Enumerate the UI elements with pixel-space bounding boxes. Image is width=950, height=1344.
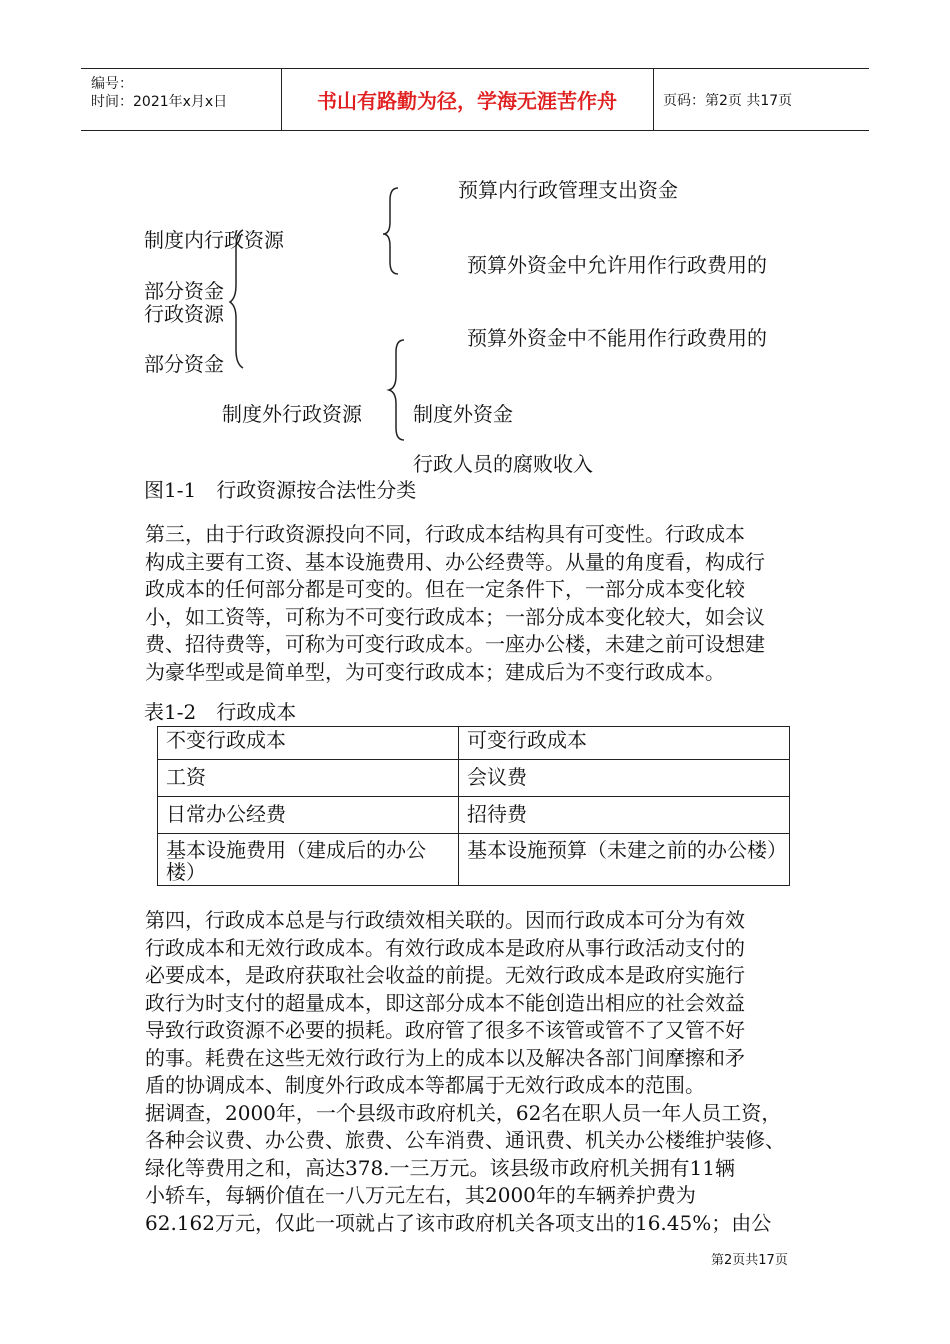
paragraph-variability — [145, 521, 815, 686]
paragraph-line: 62.162万元，仅此一项就占了该市政府机关各项支出的16.45%；由公 — [145, 1210, 772, 1235]
paragraph-line: 费、招待费等，可称为可变行政成本。一座办公楼，未建之前可设想建 — [145, 632, 765, 656]
table-header-cell: 不变行政成本 — [158, 727, 459, 760]
table-row — [158, 834, 790, 886]
paragraph-line: 政成本的任何部分都是可变的。但在一定条件下，一部分成本变化较 — [145, 577, 745, 601]
budget-in-item: 预算内行政管理支出资金 — [458, 178, 678, 202]
paragraph-line: 必要成本，是政府获取社会收益的前提。无效行政成本是政府实施行 — [145, 963, 745, 987]
paragraph-line: 小轿车，每辆价值在一八万元左右，其2000年的车辆养护费为 — [145, 1183, 696, 1207]
document-number-label: 编号： — [91, 76, 133, 92]
paragraph-line: 小，如工资等，可称为不可变行政成本；一部分成本变化较大，如会议 — [145, 604, 765, 629]
header-motto: 书山有路勤为径，学海无涯苦作舟 — [317, 89, 617, 113]
table-row — [158, 797, 790, 834]
document-time-label: 时间：2021年x月x日 — [91, 94, 228, 110]
paragraph-line: 盾的协调成本、制度外行政成本等都属于无效行政成本的范围。 — [145, 1073, 705, 1097]
paragraph-line: 第三，由于行政资源投向不同，行政成本结构具有可变性。行政成本 — [145, 522, 745, 546]
paragraph-line: 第四，行政成本总是与行政绩效相关联的。因而行政成本可分为有效 — [145, 908, 745, 932]
budget-out-allowed-item: 预算外资金中允许用作行政费用的 — [467, 253, 767, 277]
extra-institutional-resource-node: 制度外行政资源 — [222, 402, 362, 426]
table-cell: 日常办公经费 — [158, 797, 459, 834]
header-page-number: 页码：第2页 共17页 — [663, 93, 793, 109]
table-header-row — [158, 727, 790, 760]
paragraph-line: 的事。耗费在这些无效行政行为上的成本以及解决各部门间摩擦和矛 — [145, 1045, 745, 1070]
paragraph-line: 据调查，2000年，一个县级市政府机关，62名在职人员一年人员工资， — [145, 1100, 782, 1125]
extra-institutional-funds-item: 制度外资金 — [413, 402, 513, 426]
table-cell: 基本设施费用（建成后的办公楼） — [158, 834, 459, 886]
table-header-cell: 可变行政成本 — [459, 727, 790, 760]
table-cell: 会议费 — [459, 760, 790, 797]
part-funds-label-1: 部分资金 — [144, 279, 224, 303]
paragraph-line: 构成主要有工资、基本设施费用、办公经费等。从量的角度看，构成行 — [145, 549, 765, 574]
upper-brace — [383, 188, 398, 274]
budget-out-not-allowed-item: 预算外资金中不能用作行政费用的 — [467, 326, 767, 350]
paragraph-effectiveness — [145, 907, 815, 1237]
page-footer: 第2页共17页 — [711, 1253, 788, 1268]
table-row — [158, 760, 790, 797]
corruption-income-item: 行政人员的腐败收入 — [413, 452, 593, 476]
lower-brace — [389, 340, 404, 440]
table-caption: 表1-2 行政成本 — [144, 700, 297, 724]
table-cell: 工资 — [158, 760, 459, 797]
cost-table — [157, 726, 790, 886]
paragraph-line: 为豪华型或是简单型，为可变行政成本；建成后为不变行政成本。 — [145, 659, 725, 684]
figure-caption: 图1-1 行政资源按合法性分类 — [144, 478, 417, 502]
institutional-resource-node: 制度内行政资源 — [144, 228, 284, 252]
table-cell: 招待费 — [459, 797, 790, 834]
table-cell: 基本设施预算（未建之前的办公楼） — [459, 834, 790, 886]
paragraph-line: 各种会议费、办公费、旅费、公车消费、通讯费、机关办公楼维护装修、 — [145, 1128, 785, 1152]
part-funds-label-2: 部分资金 — [144, 352, 224, 376]
paragraph-line: 导致行政资源不必要的损耗。政府管了很多不该管或管不了又管不好 — [145, 1018, 745, 1042]
paragraph-line: 绿化等费用之和，高达378.一三万元。该县级市政府机关拥有11辆 — [145, 1155, 735, 1180]
paragraph-line: 行政成本和无效行政成本。有效行政成本是政府从事行政活动支付的 — [145, 935, 745, 960]
administrative-resource-root: 行政资源 — [144, 302, 224, 326]
paragraph-line: 政行为时支付的超量成本，即这部分成本不能创造出相应的社会效益 — [145, 990, 745, 1015]
